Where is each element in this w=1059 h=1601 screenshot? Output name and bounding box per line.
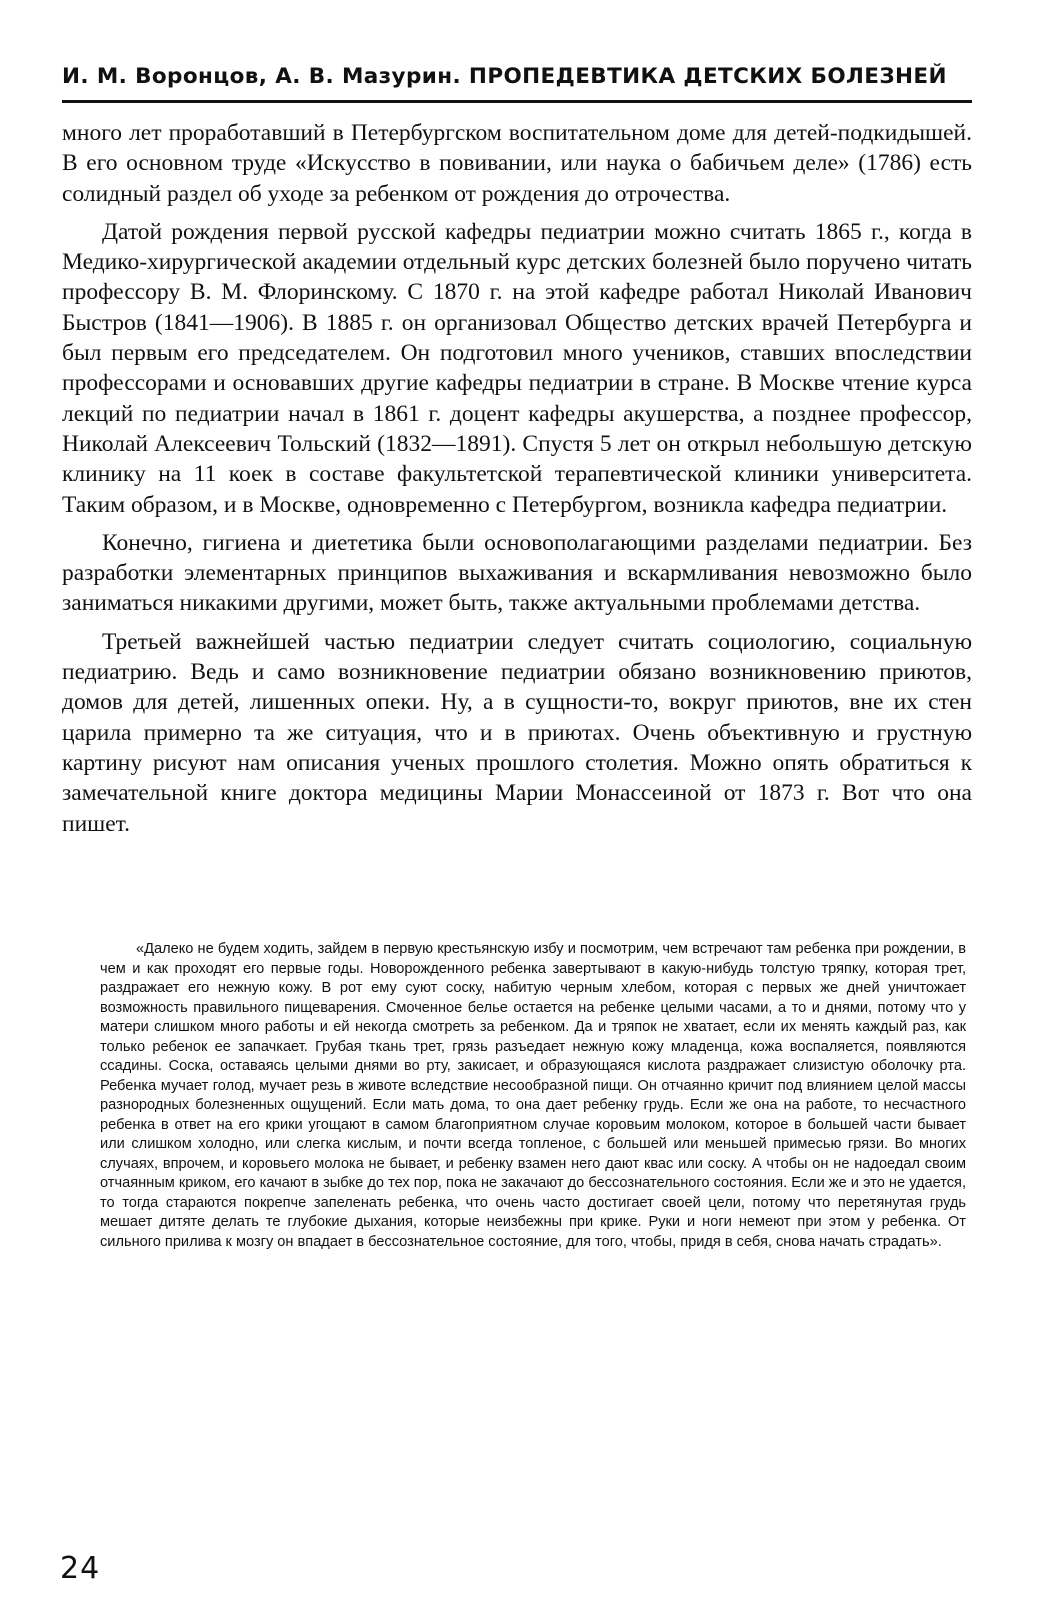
main-text — [62, 118, 972, 839]
page-number: 24 — [60, 1551, 101, 1586]
paragraph-hygiene: Конечно, гигиена и диететика были основополагающими разделами педиатрии. Без разработки элементарных принципов выхаживания и вскармливания невозможно было заниматься никакими другими, может быть, также актуальными проблемами детства. — [62, 529, 972, 617]
header-rule — [62, 100, 972, 103]
quote-text: «Далеко не будем ходить, зайдем в первую крестьянскую избу и посмотрим, чем встречают там ребенка при рождении, в чем и как проходят его первые годы. Новорожденного ребенка завертывают в какую-нибудь толстую тряпку, которая трет, раздражает его нежную кожу. В рот ему суют соску, набитую черным хлебом, которая с первых же дней уничтожает возможность правильного пищеварения. Смоченное белье остается на ребенке целыми часами, а то и днями, потому что у матери слишком много работы и ей некогда смотреть за ребенком. Да и тряпок не хватает, если их менять каждый раз, как только ребенок ее запачкает. Грубая ткань трет, грязь разъедает нежную кожу младенца, кожа воспаляется, появляются ссадины. Соска, оставаясь целыми днями во рту, закисает, и образующаяся кислота раздражает слизистую оболочку рта. Ребенка мучает голод, мучает резь в животе вследствие несообразной пищи. Он отчаянно кричит под влиянием целой массы разнородных болезненных ощущений. Если мать дома, то она дает ребенку грудь. Если же она на работе, то несчастного ребенка в ответ на его крики угощают в самом благоприятном случае коровьим молоком, которое в большей части бывает или слишком холодно, или слегка кислым, и почти всегда топленое, с большей или меньшей примесью грязи. Во многих случаях, впрочем, и коровьего молока не бывает, и ребенку взамен него дают квас или соску. А чтобы он не надоедал своим отчаянным криком, его качают в зыбке до тех пор, пока не закачают до бессознательного состояния. Если же и это не удается, то тогда стараются покрепче запеленать ребенка, что очень часто достигает своей цели, потому что перетянутая грудь мешает дитяте делать те глубокие дыхания, которые неизбежны при крике. Руки и ноги немеют при этом у ребенка. От сильного прилива к мозгу он впадает в бессознательное состояние, для того, чтобы, придя в себя, снова начать страдать». — [100, 941, 966, 1250]
paragraph-continuation: много лет проработавший в Петербургском воспитательном доме для детей-подкидышей. В его основном труде «Искусство в повивании, или наука о бабичьем деле» (1786) есть солидный раздел об уходе за ребенком от рождения до отрочества. — [62, 120, 972, 207]
running-header: И. М. Воронцов, А. В. Мазурин. ПРОПЕДЕВТИКА ДЕТСКИХ БОЛЕЗНЕЙ — [62, 64, 947, 89]
paragraph-first-department: Датой рождения первой русской кафедры педиатрии можно считать 1865 г., когда в Медико-хирургической академии отдельный курс детских болезней было поручено читать профессору В. М. Флоринскому. С 1870 г. на этой кафедре работал Николай Иванович Быстров (1841—1906). В 1885 г. он организовал Общество детских врачей Петербурга и был первым его председателем. Он подготовил много учеников, ставших впоследствии профессорами и основавших другие кафедры педиатрии в стране. В Москве чтение курса лекций по педиатрии начал в 1861 г. доцент кафедры акушерства, а позднее профессор, Николай Алексеевич Тольский (1832—1891). Спустя 5 лет он открыл небольшую детскую клинику на 11 коек в составе факультетской терапевтической клиники университета. Таким образом, и в Москве, одновременно с Петербургом, возникла кафедра педиатрии. — [62, 218, 972, 518]
block-quote — [100, 940, 966, 1252]
paragraph-social-pediatrics: Третьей важнейшей частью педиатрии следует считать социологию, социальную педиатрию. Ведь и само возникновение педиатрии обязано возникновению приютов, домов для детей, лишенных опеки. Ну, а в сущности-то, вокруг приютов, вне их стен царила примерно та же ситуация, что и в приютах. Очень объективную и грустную картину рисуют нам описания ученых прошлого столетия. Можно опять обратиться к замечательной книге доктора медицины Марии Монассеиной от 1873 г. Вот что она пишет. — [62, 628, 972, 837]
